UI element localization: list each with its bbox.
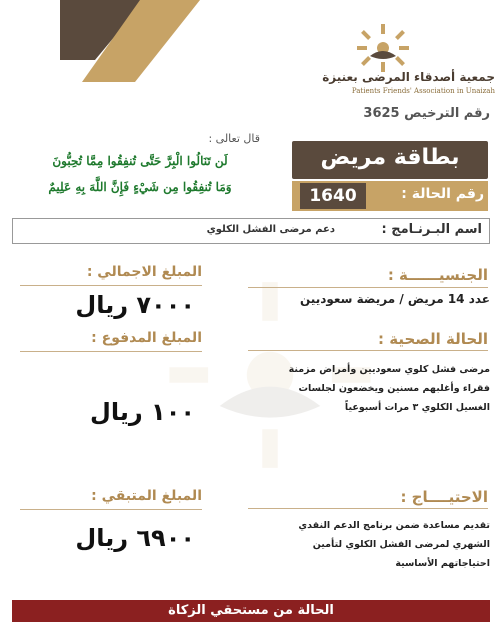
program-label: اسم البـرنـامج : [381,222,482,237]
nationality-value: عدد 14 مريض / مريضة سعوديين [300,292,490,306]
verse-line-1: لَن تَنَالُوا الْبِرَّ حَتَّى تُنفِقُوا مِمَّا تُحِبُّونَ [52,154,228,168]
case-number-label: رقم الحالة : [401,186,484,202]
verse-intro: قال تعالى : [208,132,260,145]
paid-amount-label: المبلغ المدفوع : [91,330,202,346]
paid-amount-value: ١٠٠ ريال [90,398,195,426]
nationality-label: الجنسيــــــة : [387,266,488,284]
program-value: دعم مرضى الفشل الكلوي [206,224,335,235]
total-amount-divider [20,285,202,286]
card-title: بطاقة مريض [320,145,460,170]
organization-name-english: Patients Friends' Association in Unaizah [351,87,495,95]
health-status-divider [248,350,488,351]
health-status-line: مرضى فشل كلوي سعوديين وأمراض مزمنة [288,364,490,375]
decorative-corner [0,0,200,110]
paid-amount-divider [20,351,202,352]
total-amount-value: ٧٠٠٠ ريال [75,291,195,319]
remaining-amount-divider [20,509,202,510]
nationality-divider [248,287,488,288]
need-line: احتياجاتهم الأساسية [395,558,490,569]
license-number: رقم الترخيص 3625 [363,106,490,121]
health-status-label: الحالة الصحية : [378,330,488,348]
health-status-line: الغسيل الكلوي ٣ مرات أسبوعياً [344,402,490,413]
health-status-text [240,360,490,417]
need-text [240,516,490,573]
total-amount-label: المبلغ الاجمالي : [86,264,202,280]
case-number-value: 1640 [309,186,357,206]
association-logo-icon [352,22,414,74]
verse-line-2: وَمَا تُنفِقُوا مِن شَيْءٍ فَإِنَّ اللَّهَ بِهِ عَلِيمٌ [48,180,232,194]
need-label: الاحتيــــاج : [400,488,488,506]
health-status-line: فقراء وأغلبهم مسنين ويخضعون لجلسات [298,383,490,394]
remaining-amount-value: ٦٩٠٠ ريال [75,524,195,552]
need-divider [248,508,488,509]
zakat-eligibility-text: الحالة من مستحقي الزكاة [168,603,334,618]
need-line: تقديم مساعدة ضمن برنامج الدعم النقدي [298,520,490,531]
remaining-amount-label: المبلغ المتبقي : [91,488,202,504]
organization-name-arabic: جمعية أصدقاء المرضى بعنيزة [322,70,495,84]
need-line: الشهري لمرضى الفشل الكلوي لتأمين [312,539,490,550]
